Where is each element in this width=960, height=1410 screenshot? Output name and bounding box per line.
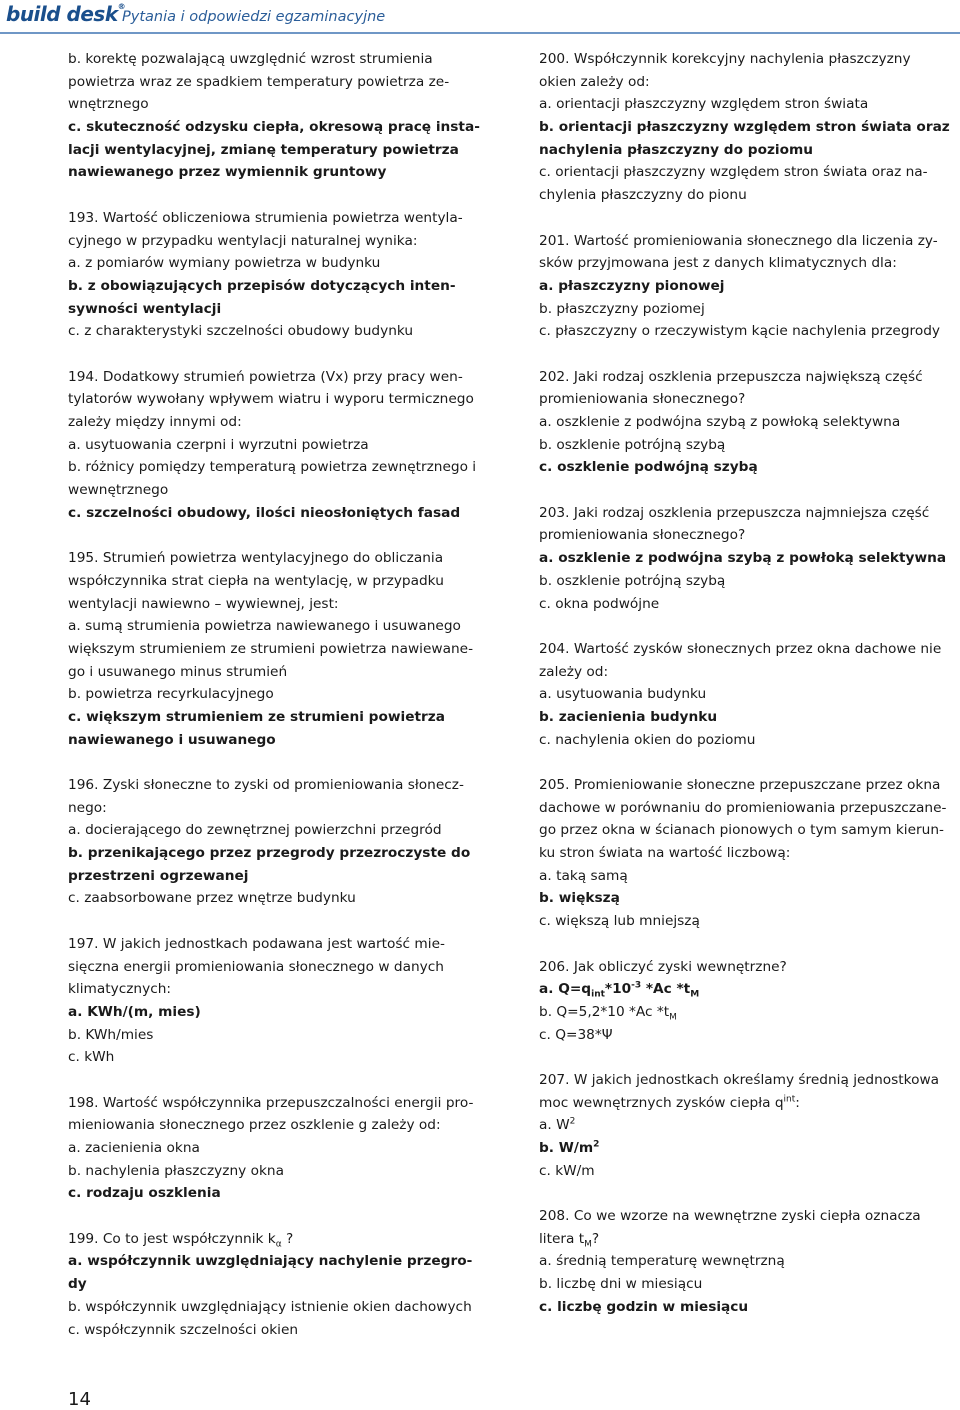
question-line: [539, 774, 960, 797]
line-text: mieniowania słonecznego przez oszklenie g zależy od:: [68, 1117, 441, 1134]
question-line: [68, 933, 492, 956]
question-block: [539, 502, 960, 615]
line-text: a. orientacji płaszczyzny względem stron świata: [539, 96, 869, 113]
question-line: [68, 116, 492, 139]
question-line: [68, 252, 492, 275]
question-line: [68, 93, 492, 116]
line-text: b. oszklenie potrójną szybą: [539, 436, 726, 453]
line-text: wnętrznego: [68, 96, 149, 113]
question-line: [539, 1092, 960, 1115]
question-line: [539, 819, 960, 842]
line-text: c. kW/m: [539, 1162, 595, 1179]
question-line: [68, 456, 492, 479]
line-text: nawiewanego i usuwanego: [68, 731, 276, 748]
question-block: [539, 638, 960, 751]
question-block: [68, 547, 492, 751]
question-line: [539, 139, 960, 162]
line-text: a. z pomiarów wymiany powietrza w budynku: [68, 255, 381, 272]
question-line: [539, 434, 960, 457]
question-line: [539, 661, 960, 684]
line-text: 208. Co we wzorze na wewnętrzne zyski ciepła oznacza: [539, 1208, 921, 1225]
line-text: nawiewanego przez wymiennik gruntowy: [68, 164, 387, 181]
line-text: 204. Wartość zysków słonecznych przez okna dachowe nie: [539, 640, 942, 657]
question-line: [68, 842, 492, 865]
line-text: promieniowania słonecznego?: [539, 391, 746, 408]
question-spacer: [539, 933, 960, 956]
question-line: [539, 1273, 960, 1296]
question-block: [539, 48, 960, 207]
question-spacer: [539, 1182, 960, 1205]
line-text: zależy od:: [539, 663, 609, 680]
question-line: [539, 1069, 960, 1092]
left-column: [68, 48, 492, 1341]
question-line: [539, 842, 960, 865]
question-line: [539, 547, 960, 570]
line-text: b. współczynnik uwzględniający istnienie okien dachowych: [68, 1298, 472, 1315]
line-text: c. kWh: [68, 1049, 115, 1066]
line-text: 193. Wartość obliczeniowa strumienia powietrza wentyla-: [68, 209, 463, 226]
question-block: [68, 366, 492, 525]
header-divider: [0, 32, 960, 34]
line-text: nego:: [68, 799, 107, 816]
question-line: [68, 479, 492, 502]
question-line: [539, 320, 960, 343]
question-line: [539, 161, 960, 184]
question-block: [539, 956, 960, 1047]
question-line: [68, 570, 492, 593]
question-line: [539, 1228, 960, 1251]
line-text: b. z obowiązujących przepisów dotyczących inten-: [68, 277, 456, 294]
question-block: [539, 366, 960, 479]
question-line: [539, 1024, 960, 1047]
line-segment: -3: [631, 980, 642, 991]
line-suffix: ?: [281, 1230, 294, 1247]
question-line: [68, 275, 492, 298]
question-block: [68, 48, 492, 184]
line-text: c. większą lub mniejszą: [539, 913, 700, 930]
question-line: [68, 161, 492, 184]
line-text: 200. Współczynnik korekcyjny nachylenia płaszczyzny: [539, 51, 911, 67]
question-block: [539, 774, 960, 933]
question-line: [539, 388, 960, 411]
line-text: b. przenikającego przez przegrody przezroczyste do: [68, 845, 471, 862]
question-line: [539, 48, 960, 71]
line-text: b. liczbę dni w miesiącu: [539, 1276, 703, 1293]
question-line: [68, 774, 492, 797]
question-line: [68, 230, 492, 253]
question-line: [68, 1228, 492, 1251]
line-text: c. współczynnik szczelności okien: [68, 1321, 299, 1338]
line-text: a. docierającego do zewnętrznej powierzchni przegród: [68, 822, 442, 839]
question-line: [539, 956, 960, 979]
line-text: c. okna podwójne: [539, 595, 660, 612]
line-segment: 2: [593, 1139, 600, 1150]
question-line: [539, 411, 960, 434]
question-line: [539, 275, 960, 298]
question-line: [539, 593, 960, 616]
line-text: sięczna energii promieniowania słonecznego w danych: [68, 958, 444, 975]
line-text: c. płaszczyzny o rzeczywistym kącie nachylenia przegrody: [539, 323, 940, 340]
line-text: go przez okna w ścianach pionowych o tym samym kierun-: [539, 822, 944, 839]
question-line: [68, 593, 492, 616]
line-text: b. różnicy pomiędzy temperaturą powietrza zewnętrznego i: [68, 459, 477, 476]
line-text: a. usytuowania czerpni i wyrzutni powietrza: [68, 436, 369, 453]
question-line: [539, 706, 960, 729]
question-line: [68, 48, 492, 71]
question-spacer: [68, 910, 492, 933]
line-segment: *Ac *t: [641, 981, 691, 998]
line-text: c. Q=38*Ψ: [539, 1026, 613, 1043]
line-segment: moc wewnętrznych zysków ciepła q: [539, 1094, 784, 1111]
line-text: promieniowania słonecznego?: [539, 527, 746, 544]
question-line: [68, 797, 492, 820]
question-spacer: [68, 343, 492, 366]
question-spacer: [539, 479, 960, 502]
line-text: a. płaszczyzny pionowej: [539, 277, 725, 294]
line-text: okien zależy od:: [539, 73, 650, 90]
question-line: [68, 638, 492, 661]
question-line: [68, 1137, 492, 1160]
question-line: [68, 1160, 492, 1183]
question-line: [68, 298, 492, 321]
question-line: [68, 139, 492, 162]
line-text: 206. Jak obliczyć zyski wewnętrzne?: [539, 958, 787, 975]
line-segment: a. Q=q: [539, 981, 592, 998]
question-spacer: [539, 207, 960, 230]
line-text: cyjnego w przypadku wentylacji naturalnej wynika:: [68, 232, 418, 249]
question-line: [68, 706, 492, 729]
line-text: sywności wentylacji: [68, 300, 222, 317]
line-text: a. współczynnik uwzględniający nachylenie przegro-: [68, 1253, 473, 1270]
question-spacer: [68, 751, 492, 774]
line-text: 199. Co to jest współczynnik k: [68, 1230, 276, 1247]
builddesk-logo: build desk®: [6, 2, 126, 26]
header-title: Pytania i odpowiedzi egzaminacyjne: [122, 9, 386, 25]
line-text: wentylacji nawiewno – wywiewnej, jest:: [68, 595, 339, 612]
question-line: [539, 570, 960, 593]
line-text: współczynnika strat ciepła na wentylację, w przypadku: [68, 572, 444, 589]
line-text: 197. W jakich jednostkach podawana jest wartość mie-: [68, 935, 445, 952]
question-line: [539, 1001, 960, 1024]
question-line: [68, 956, 492, 979]
line-text: c. skuteczność odzysku ciepła, okresową pracę insta-: [68, 119, 480, 136]
line-text: b. oszklenie potrójną szybą: [539, 572, 726, 589]
line-text: b. większą: [539, 890, 620, 907]
line-text: 196. Zyski słoneczne to zyski od promieniowania słonecz-: [68, 777, 464, 793]
question-line: [68, 71, 492, 94]
right-column: [539, 48, 960, 1319]
line-text: nachylenia płaszczyzny do poziomu: [539, 141, 814, 158]
question-block: [539, 1205, 960, 1318]
line-text: b. płaszczyzny poziomej: [539, 300, 705, 317]
line-text: c. oszklenie podwójną szybą: [539, 459, 758, 476]
question-line: [539, 456, 960, 479]
question-line: [539, 683, 960, 706]
line-segment: b. W/m: [539, 1140, 594, 1156]
line-text: a. taką samą: [539, 867, 628, 884]
line-text: b. korektę pozwalającą uwzględnić wzrost strumienia: [68, 51, 433, 67]
question-line: [68, 1092, 492, 1115]
line-text: b. nachylenia płaszczyzny okna: [68, 1162, 284, 1179]
question-line: [539, 502, 960, 525]
line-text: a. oszklenie z podwójna szybą z powłoką selektywna: [539, 550, 947, 567]
line-text: 203. Jaki rodzaj oszklenia przepuszcza najmniejsza część: [539, 504, 930, 521]
question-line: [68, 1296, 492, 1319]
line-text: 198. Wartość współczynnika przepuszczalności energii pro-: [68, 1094, 474, 1111]
line-text: ku stron świata na wartość liczbową:: [539, 845, 791, 862]
line-text: a. KWh/(m, mies): [68, 1003, 201, 1020]
page-number: 14: [68, 1389, 91, 1410]
question-line: [68, 661, 492, 684]
question-block: [68, 774, 492, 910]
line-segment: int: [783, 1094, 796, 1105]
line-text: a. usytuowania budynku: [539, 686, 707, 703]
question-line: [539, 184, 960, 207]
line-text: lacji wentylacyjnej, zmianę temperatury powietrza: [68, 141, 459, 158]
question-line: [68, 729, 492, 752]
question-block: [68, 207, 492, 343]
line-text: a. średnią temperaturę wewnętrzną: [539, 1253, 785, 1270]
question-line: [68, 615, 492, 638]
question-line: [539, 1137, 960, 1160]
question-line: [68, 320, 492, 343]
question-block: [68, 1092, 492, 1205]
question-line: [68, 411, 492, 434]
line-text: c. z charakterystyki szczelności obudowy budynku: [68, 323, 414, 340]
line-text: b. zacienienia budynku: [539, 708, 718, 725]
line-segment: M: [690, 989, 700, 1000]
line-text: tylatorów wywołany wpływem wiatru i wyporu termicznego: [68, 391, 474, 408]
line-text: c. zaabsorbowane przez wnętrze budynku: [68, 890, 356, 907]
line-segment: M: [584, 1239, 592, 1250]
question-line: [539, 71, 960, 94]
line-text: powietrza wraz ze spadkiem temperatury powietrza ze-: [68, 73, 450, 90]
question-line: [68, 1319, 492, 1342]
question-line: [539, 865, 960, 888]
question-spacer: [539, 343, 960, 366]
question-spacer: [68, 1069, 492, 1092]
question-line: [68, 1001, 492, 1024]
line-text: 207. W jakich jednostkach określamy średnią jednostkowa: [539, 1071, 940, 1088]
question-line: [539, 252, 960, 275]
question-spacer: [539, 751, 960, 774]
question-line: [68, 1273, 492, 1296]
line-text: sków przyjmowana jest z danych klimatycznych dla:: [539, 255, 897, 272]
question-spacer: [68, 184, 492, 207]
question-line: [539, 1114, 960, 1137]
line-text: klimatycznych:: [68, 981, 172, 998]
line-segment: a. W: [539, 1117, 570, 1134]
line-text: dy: [68, 1276, 87, 1293]
line-text: b. orientacji płaszczyzny względem stron świata oraz: [539, 119, 950, 136]
question-line: [68, 683, 492, 706]
line-text: b. powietrza recyrkulacyjnego: [68, 686, 274, 703]
line-text: przestrzeni ogrzewanej: [68, 867, 249, 884]
question-line: [68, 366, 492, 389]
line-segment: ?: [591, 1230, 600, 1247]
question-line: [68, 547, 492, 570]
question-block: [68, 1228, 492, 1341]
question-spacer: [539, 1046, 960, 1069]
question-line: [539, 230, 960, 253]
question-line: [68, 887, 492, 910]
line-subscript: α: [275, 1239, 282, 1250]
question-line: [68, 1182, 492, 1205]
line-text: 201. Wartość promieniowania słonecznego dla liczenia zy-: [539, 232, 938, 249]
line-segment: b. Q=5,2*10 *Ac *t: [539, 1003, 670, 1020]
line-segment: 2: [569, 1116, 576, 1127]
question-line: [539, 797, 960, 820]
line-text: większym strumieniem ze strumieni powietrza nawiewane-: [68, 640, 474, 657]
line-text: c. większym strumieniem ze strumieni powietrza: [68, 708, 445, 725]
line-text: go i usuwanego minus strumień: [68, 663, 288, 680]
question-line: [539, 638, 960, 661]
question-line: [68, 1250, 492, 1273]
question-line: [539, 1296, 960, 1319]
question-line: [539, 1205, 960, 1228]
question-line: [539, 1160, 960, 1183]
line-text: a. zacienienia okna: [68, 1140, 200, 1156]
question-line: [68, 502, 492, 525]
question-line: [68, 1024, 492, 1047]
line-text: 195. Strumień powietrza wentylacyjnego do obliczania: [68, 550, 444, 567]
line-text: a. oszklenie z podwójna szybą z powłoką selektywna: [539, 414, 901, 430]
question-spacer: [68, 1205, 492, 1228]
question-line: [539, 93, 960, 116]
line-text: 205. Promieniowanie słoneczne przepuszczane przez okna: [539, 777, 941, 793]
page-header: [0, 0, 960, 40]
question-spacer: [68, 524, 492, 547]
line-text: c. rodzaju oszklenia: [68, 1185, 221, 1202]
question-block: [539, 1069, 960, 1182]
question-line: [68, 1046, 492, 1069]
line-text: a. sumą strumienia powietrza nawiewanego i usuwanego: [68, 618, 461, 635]
line-segment: litera t: [539, 1230, 585, 1247]
line-segment: int: [591, 989, 605, 1000]
question-line: [68, 388, 492, 411]
line-text: c. orientacji płaszczyzny względem stron świata oraz na-: [539, 164, 928, 181]
question-line: [539, 1250, 960, 1273]
question-line: [68, 865, 492, 888]
question-spacer: [539, 615, 960, 638]
line-text: b. KWh/mies: [68, 1026, 154, 1043]
line-text: c. liczbę godzin w miesiącu: [539, 1298, 749, 1315]
line-text: 194. Dodatkowy strumień powietrza (Vx) przy pracy wen-: [68, 368, 463, 385]
question-line: [539, 978, 960, 1001]
line-text: wewnętrznego: [68, 482, 169, 499]
question-line: [539, 366, 960, 389]
question-line: [68, 819, 492, 842]
question-line: [539, 910, 960, 933]
line-text: c. szczelności obudowy, ilości nieosłoniętych fasad: [68, 504, 461, 521]
question-line: [539, 887, 960, 910]
line-segment: M: [669, 1012, 677, 1023]
question-line: [539, 524, 960, 547]
line-text: zależy między innymi od:: [68, 414, 242, 430]
question-line: [539, 298, 960, 321]
question-line: [68, 434, 492, 457]
line-text: dachowe w porównaniu do promieniowania przepuszczane-: [539, 799, 947, 816]
question-block: [68, 933, 492, 1069]
question-line: [539, 116, 960, 139]
line-text: 202. Jaki rodzaj oszklenia przepuszcza największą część: [539, 368, 923, 385]
line-segment: *10: [604, 981, 632, 998]
line-text: c. nachylenia okien do poziomu: [539, 731, 756, 748]
question-line: [68, 207, 492, 230]
line-segment: :: [795, 1094, 800, 1111]
line-text: chylenia płaszczyzny do pionu: [539, 187, 747, 204]
question-block: [539, 230, 960, 343]
question-line: [68, 978, 492, 1001]
question-line: [539, 729, 960, 752]
question-line: [68, 1114, 492, 1137]
